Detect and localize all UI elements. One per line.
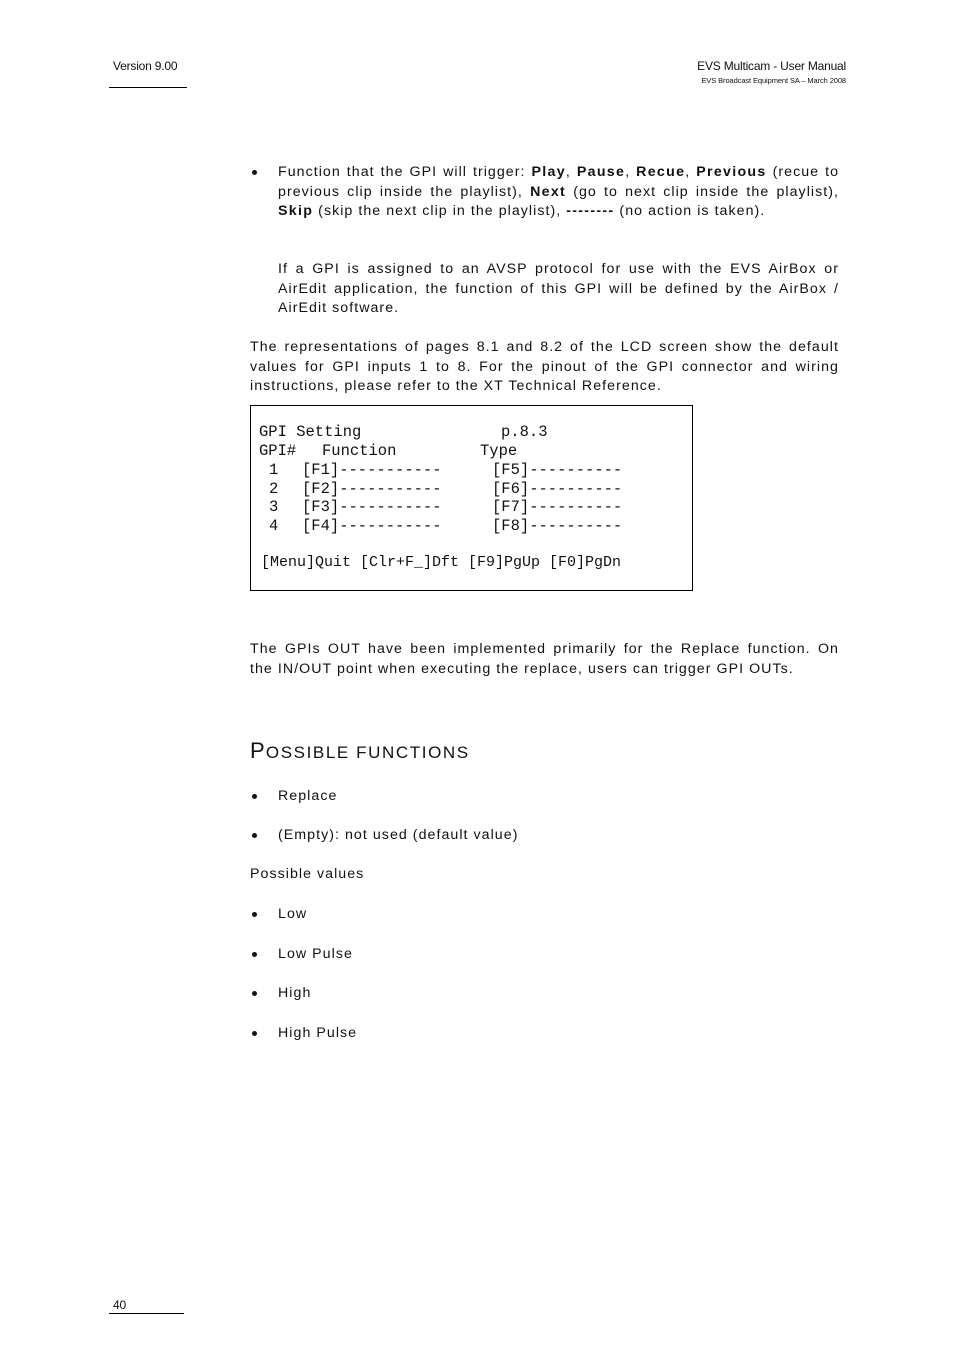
lcd-row-function: [F3]----------- bbox=[302, 498, 442, 516]
lcd-row-type: [F6]---------- bbox=[492, 480, 623, 498]
gpi-out-paragraph: The GPIs OUT have been implemented primarily for the Replace function. On the IN/OUT point when executing the replace, users can trigger GPI OUTs. bbox=[250, 641, 839, 677]
list-item: Low bbox=[278, 906, 308, 922]
values-heading: Possible values bbox=[250, 866, 365, 882]
gpi-function-bullet: Function that the GPI will trigger: Play, Pause, Recue, Previous (recue to previous clip inside the playlist), Next (go to next clip inside the playlist), Skip (skip the next clip in the playlist), -------- (no action is taken). bbox=[278, 164, 840, 219]
representations-paragraph: The representations of pages 8.1 and 8.2 of the LCD screen show the default values for GPI inputs 1 to 8. For the pinout of the GPI connector and wiring instructions, please refer to the XT Technical Reference. bbox=[250, 339, 839, 394]
lcd-row-function: [F2]----------- bbox=[302, 480, 442, 498]
lcd-row-num: 2 bbox=[269, 480, 279, 498]
list-item: (Empty): not used (default value) bbox=[278, 827, 519, 843]
list-item: High bbox=[278, 985, 312, 1001]
avsp-note: If a GPI is assigned to an AVSP protocol for use with the EVS AirBox or AirEdit application, the function of this GPI will be defined by the AirBox / AirEdit software. bbox=[278, 261, 839, 316]
play-term: Play bbox=[531, 164, 566, 180]
list-item: Replace bbox=[278, 788, 338, 804]
company-date: EVS Broadcast Equipment SA – March 2008 bbox=[701, 76, 846, 85]
lcd-col-function: Function bbox=[322, 442, 397, 460]
list-item: High Pulse bbox=[278, 1025, 358, 1041]
lcd-row-type: [F8]---------- bbox=[492, 517, 623, 535]
bullet-dot bbox=[252, 794, 257, 799]
bullet-dot bbox=[252, 170, 257, 175]
lcd-row-function: [F1]----------- bbox=[302, 461, 442, 479]
lcd-row-type: [F5]---------- bbox=[492, 461, 623, 479]
page-number: 40 bbox=[113, 1298, 126, 1312]
section-title: POSSIBLE FUNCTIONS bbox=[250, 738, 470, 763]
lcd-row-num: 1 bbox=[269, 461, 279, 479]
footer-rule bbox=[109, 1313, 184, 1314]
bullet-dot bbox=[252, 991, 257, 996]
bullet-dot bbox=[252, 912, 257, 917]
next-term: Next bbox=[530, 183, 567, 200]
lcd-title: GPI Setting bbox=[259, 423, 362, 441]
previous-term: Previous bbox=[696, 164, 767, 180]
recue-term: Recue bbox=[636, 164, 686, 180]
lcd-row-num: 4 bbox=[269, 517, 279, 535]
bullet-dot bbox=[252, 952, 257, 957]
lcd-row-num: 3 bbox=[269, 498, 279, 516]
lcd-row-function: [F4]----------- bbox=[302, 517, 442, 535]
no-action-term: -------- bbox=[566, 203, 615, 219]
lcd-row-type: [F7]---------- bbox=[492, 498, 623, 516]
lcd-screen bbox=[250, 405, 693, 591]
header-left-rule bbox=[109, 87, 187, 88]
lcd-col-gpi: GPI# bbox=[259, 442, 297, 460]
version-label: Version 9.00 bbox=[113, 59, 178, 73]
pause-term: Pause bbox=[576, 164, 626, 180]
list-item: Low Pulse bbox=[278, 946, 353, 962]
bullet-dot bbox=[252, 833, 257, 838]
manual-title: EVS Multicam - User Manual bbox=[697, 59, 846, 73]
bullet-dot bbox=[252, 1031, 257, 1036]
lcd-footer: [Menu]Quit [Clr+F_]Dft [F9]PgUp [F0]PgDn bbox=[261, 554, 622, 571]
lcd-page: p.8.3 bbox=[501, 423, 548, 441]
lcd-col-type: Type bbox=[480, 442, 518, 460]
skip-term: Skip bbox=[278, 203, 314, 219]
